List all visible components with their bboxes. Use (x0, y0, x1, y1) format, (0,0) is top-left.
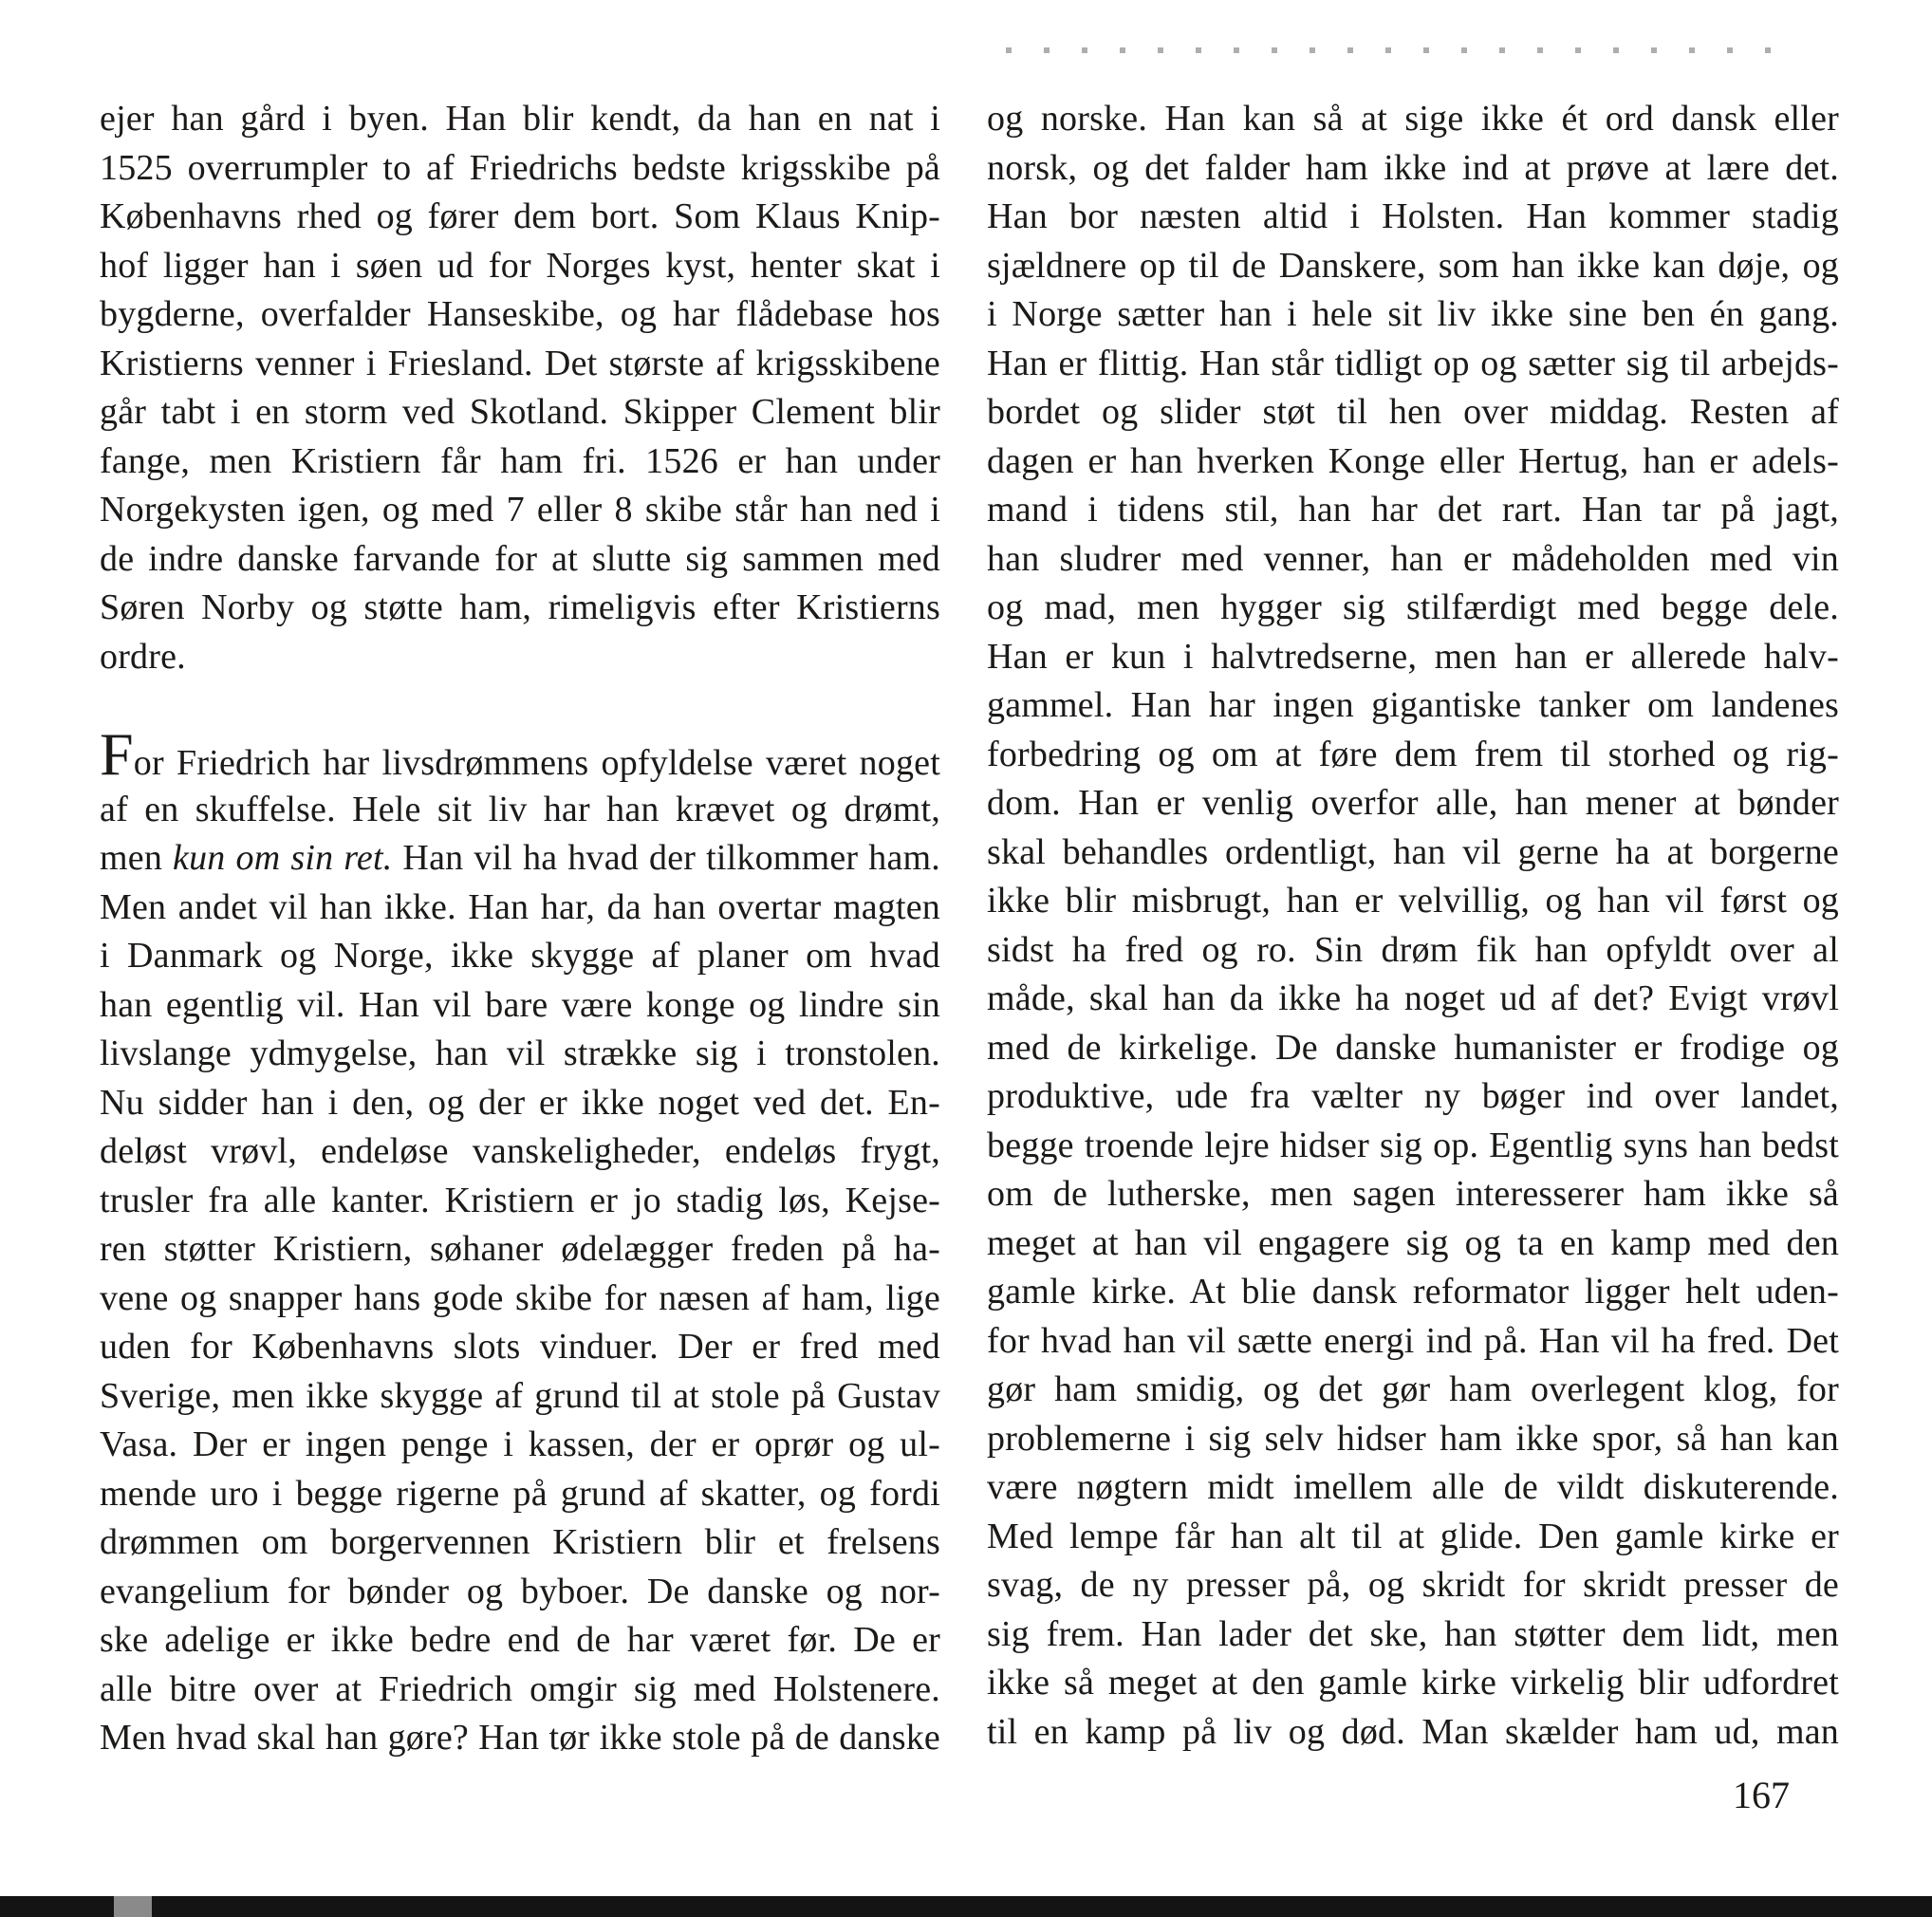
text-line: skal behandles ordentligt, han vil gerne ha at borgerne (987, 831, 1839, 872)
text-line: ejer han gård i byen. Han blir kendt, da han en nat i (100, 99, 940, 139)
text-line: trusler fra alle kanter. Kristiern er jo stadig løs, Kejse- (100, 1180, 940, 1220)
text-line: Men hvad skal han gøre? Han tør ikke stole på de danske (100, 1718, 940, 1758)
text-line-rest: or Friedrich har livsdrømmens opfyldelse været noget (133, 743, 940, 783)
text-line: ikke blir misbrugt, han er velvillig, og han vil først og (987, 881, 1839, 921)
text-line: problemerne i sig selv hidser ham ikke spor, så han kan (987, 1418, 1839, 1459)
text-line: være nøgtern midt imellem alle de vildt diskuterende. (987, 1467, 1839, 1507)
text-line: til en kamp på liv og død. Man skælder ham ud, man (987, 1711, 1839, 1752)
text-line: bordet og slider støt til hen over middag. Resten af (987, 392, 1839, 432)
text-line: Men andet vil han ikke. Han har, da han overtar magten (100, 886, 940, 927)
text-line: sidst ha fred og ro. Sin drøm fik han opfyldt over al (987, 929, 1839, 970)
text-line: Han er kun i halvtredserne, men han er allerede halv- (987, 636, 1839, 677)
text-line: Norgekysten igen, og med 7 eller 8 skibe står han ned i (100, 490, 940, 530)
text-line: hof ligger han i søen ud for Norges kyst, henter skat i (100, 245, 940, 286)
paragraph-2 (100, 720, 940, 1763)
text-line: af en skuffelse. Hele sit liv har han krævet og drømt, (100, 789, 940, 829)
page-number: 167 (1733, 1774, 1790, 1816)
text-line: ikke så meget at den gamle kirke virkelig blir udfordret (987, 1663, 1839, 1703)
text-line: om de lutherske, men sagen interesserer ham ikke så (987, 1174, 1839, 1214)
text-line: gammel. Han har ingen gigantiske tanker om landenes (987, 685, 1839, 725)
text-line: drømmen om borgervennen Kristiern blir et frelsens (100, 1522, 940, 1562)
text-line: mand i tidens stil, han har det rart. Han tar på jagt, (987, 490, 1839, 530)
text-line: Med lempe får han alt til at glide. Den gamle kirke er (987, 1516, 1839, 1556)
text-line: Han er flittig. Han står tidligt op og sætter sig til arbejds- (987, 343, 1839, 383)
text-line: går tabt i en storm ved Skotland. Skipper Clement blir (100, 392, 940, 432)
paragraph-1 (100, 95, 940, 681)
text-line: bygderne, overfalder Hanseskibe, og har flådebase hos (100, 294, 940, 334)
text-line: sig frem. Han lader det ske, han støtter dem lidt, men (987, 1613, 1839, 1654)
paragraph-gap (100, 681, 940, 736)
text-line: han egentlig vil. Han vil bare være konge og lindre sin (100, 984, 940, 1025)
drop-cap: F (100, 720, 134, 788)
text-line: Københavns rhed og fører dem bort. Som Klaus Knip- (100, 196, 940, 236)
text-line: gør ham smidig, og det gør ham overlegent klog, for (987, 1369, 1839, 1409)
text-line: ren støtter Kristiern, søhaner ødelægger freden på ha- (100, 1229, 940, 1269)
text-line: uden for Københavns slots vinduer. Der er fred med (100, 1327, 940, 1367)
text-line: Han bor næsten altid i Holsten. Han kommer stadig (987, 196, 1839, 236)
italic-phrase: kun om sin ret. (173, 838, 393, 878)
text-line: livslange ydmygelse, han vil strække sig i tronstolen. (100, 1033, 940, 1073)
text-line: Søren Norby og støtte ham, rimeligvis efter Kristierns (100, 587, 940, 627)
text-segment: Han vil ha hvad der tilkommer ham. (392, 838, 940, 878)
text-line: evangelium for bønder og byboer. De danske og nor- (100, 1571, 940, 1611)
text-line: meget at han vil engagere sig og ta en kamp med den (987, 1222, 1839, 1263)
text-line: han sludrer med venner, han er mådeholden med vin (987, 538, 1839, 579)
text-line: de indre danske farvande for at slutte sig sammen med (100, 538, 940, 579)
text-line: og norske. Han kan så at sige ikke ét ord dansk eller (987, 99, 1839, 139)
text-line: produktive, ude fra vælter ny bøger ind over landet, (987, 1076, 1839, 1116)
text-line: begge troende lejre hidser sig op. Egentlig syns han bedst (987, 1125, 1839, 1165)
text-line: ske adelige er ikke bedre end de har været før. De er (100, 1620, 940, 1660)
text-line: norsk, og det falder ham ikke ind at prøve at lære det. (987, 147, 1839, 188)
scan-edge-mark (114, 1896, 152, 1917)
text-line: i Danmark og Norge, ikke skygge af planer om hvad (100, 936, 940, 976)
text-line: ordre. (100, 636, 186, 677)
text-line: 1525 overrumpler to af Friedrichs bedste krigsskibe på (100, 147, 940, 188)
text-line: sjældnere op til de Danskere, som han ikke kan døje, og (987, 245, 1839, 286)
text-line: måde, skal han da ikke ha noget ud af det? Evigt vrøvl (987, 978, 1839, 1018)
text-line: dom. Han er venlig overfor alle, han mener at bønder (987, 783, 1839, 823)
text-line-with-italic (100, 834, 940, 884)
text-line: deløst vrøvl, endeløse vanskeligheder, endeløs frygt, (100, 1131, 940, 1171)
text-line: og mad, men hygger sig stilfærdigt med begge dele. (987, 587, 1839, 627)
text-line: forbedring og om at føre dem frem til storhed og rig- (987, 734, 1839, 774)
text-line: mende uro i begge rigerne på grund af skatter, og fordi (100, 1473, 940, 1514)
text-line: i Norge sætter han i hele sit liv ikke sine ben én gang. (987, 294, 1839, 334)
text-line: Sverige, men ikke skygge af grund til at stole på Gustav (100, 1375, 940, 1416)
right-column (987, 95, 1839, 1757)
text-line: alle bitre over at Friedrich omgir sig med Holstenere. (100, 1668, 940, 1709)
text-line: svag, de ny presser på, og skridt for skridt presser de (987, 1565, 1839, 1605)
scan-edge-bar (0, 1896, 1932, 1917)
text-line: gamle kirke. At blie dansk reformator ligger helt uden- (987, 1272, 1839, 1312)
text-line: med de kirkelige. De danske humanister er frodige og (987, 1027, 1839, 1068)
text-line: dagen er han hverken Konge eller Hertug, han er adels- (987, 440, 1839, 481)
text-line: Vasa. Der er ingen penge i kassen, der er oprør og ul- (100, 1424, 940, 1464)
text-line (100, 720, 940, 788)
text-line: fange, men Kristiern får ham fri. 1526 er han under (100, 440, 940, 481)
text-segment: men (100, 838, 174, 878)
text-line: Nu sidder han i den, og der er ikke noget ved det. En- (100, 1082, 940, 1123)
text-line: for hvad han vil sætte energi ind på. Han vil ha fred. Det (987, 1320, 1839, 1361)
text-line: Kristierns venner i Friesland. Det største af krigsskibene (100, 343, 940, 383)
left-column (100, 95, 940, 1763)
text-line: vene og snapper hans gode skibe for næsen af ham, lige (100, 1277, 940, 1318)
scan-artifact-dashes (1006, 47, 1793, 53)
